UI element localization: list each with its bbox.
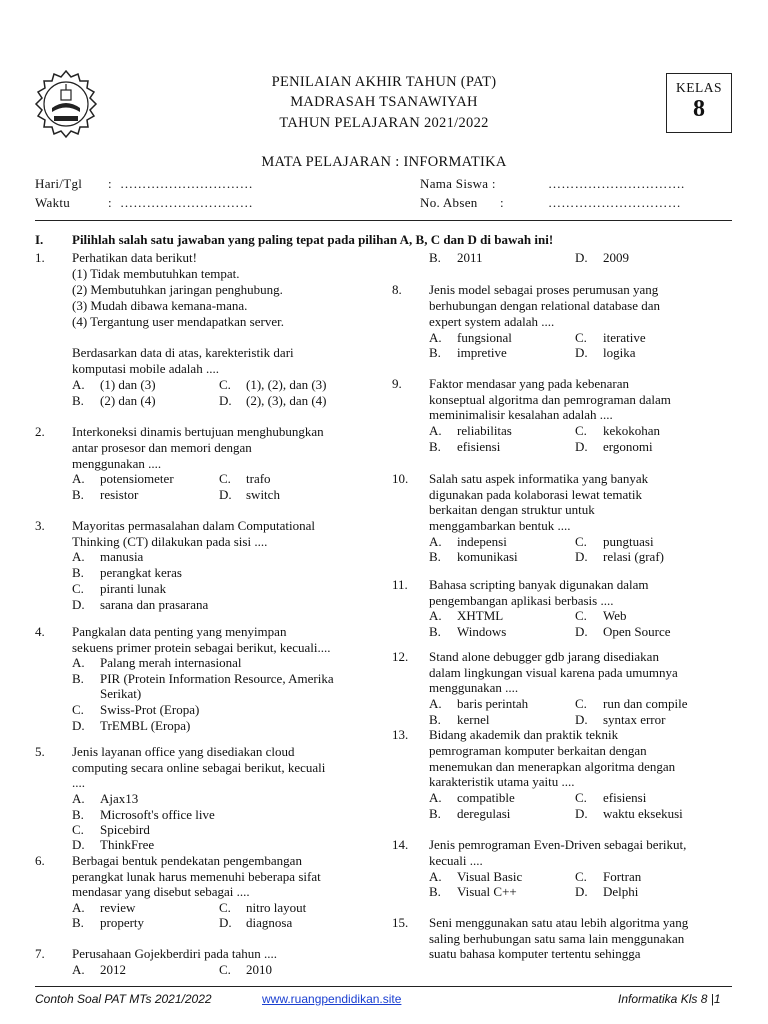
section-number: I. <box>35 232 44 247</box>
option-text: (1), (2), dan (3) <box>246 377 327 392</box>
question-text: mendasar yang disebut sebagai .... <box>72 884 250 899</box>
option-text: resistor <box>100 487 139 502</box>
option-text: baris perintah <box>457 696 529 711</box>
option-text: manusia <box>100 549 144 564</box>
option-text: 2011 <box>457 250 483 265</box>
option-letter: D. <box>575 884 588 899</box>
option-text: logika <box>603 345 636 360</box>
header-divider <box>35 220 732 221</box>
question-text: antar prosesor dan memori dengan <box>72 440 252 455</box>
option-text: perangkat keras <box>100 565 182 580</box>
option-letter: D. <box>219 915 232 930</box>
option-letter: A. <box>429 330 442 345</box>
option-letter: B. <box>429 549 441 564</box>
question-text: Perhatikan data berikut! <box>72 250 197 265</box>
question-text: Jenis pemrograman Even-Driven sebagai berikut, <box>429 837 687 852</box>
option-letter: A. <box>72 900 85 915</box>
option-text: diagnosa <box>246 915 293 930</box>
option-text: nitro layout <box>246 900 307 915</box>
question-number: 8. <box>392 282 402 297</box>
option-letter: C. <box>72 822 84 837</box>
question-text: menggunakan .... <box>72 456 162 471</box>
option-letter: C. <box>575 696 587 711</box>
question-text: Jenis model sebagai proses perumusan yang <box>429 282 659 297</box>
question-text: menemukan dan menerapkan algoritma dengan <box>429 759 676 774</box>
option-text: Visual Basic <box>457 869 523 884</box>
option-letter: C. <box>72 581 84 596</box>
option-text: sarana dan prasarana <box>100 597 209 612</box>
question-number: 7. <box>35 946 45 961</box>
question-text: Perusahaan Gojekberdiri pada tahun .... <box>72 946 278 961</box>
kelas-box <box>666 73 732 133</box>
option-letter: D. <box>575 624 588 639</box>
question-text: berkaitan dengan struktur untuk <box>429 502 595 517</box>
question-text: Bahasa scripting banyak digunakan dalam <box>429 577 649 592</box>
option-text: Palang merah internasional <box>100 655 242 670</box>
nama-dots: …………………………. <box>548 176 685 191</box>
question-text: kecuali .... <box>429 853 483 868</box>
option-letter: C. <box>219 962 231 977</box>
option-text: Serikat) <box>100 686 142 701</box>
option-letter: D. <box>219 487 232 502</box>
option-letter: C. <box>219 471 231 486</box>
footer-left: Contoh Soal PAT MTs 2021/2022 <box>35 992 212 1006</box>
option-text: efisiensi <box>603 790 647 805</box>
option-text: TrEMBL (Eropa) <box>100 718 191 733</box>
footer-link[interactable]: www.ruangpendidikan.site <box>262 992 402 1006</box>
subject-line: MATA PELAJARAN : INFORMATIKA <box>261 154 507 170</box>
option-letter: B. <box>429 250 441 265</box>
hari-dots: ………………………… <box>120 176 253 191</box>
question-text: komputasi mobile adalah .... <box>72 361 219 376</box>
option-text: trafo <box>246 471 271 486</box>
option-letter: A. <box>429 534 442 549</box>
option-letter: D. <box>575 345 588 360</box>
option-text: deregulasi <box>457 806 511 821</box>
kelas-value: 8 <box>693 96 705 122</box>
option-text: (2), (3), dan (4) <box>246 393 327 408</box>
waktu-colon: : <box>108 195 112 210</box>
option-letter: C. <box>72 702 84 717</box>
option-text: Spicebird <box>100 822 150 837</box>
option-letter: B. <box>72 565 84 580</box>
option-text: switch <box>246 487 280 502</box>
question-number: 6. <box>35 853 45 868</box>
footer-divider <box>35 986 732 987</box>
absen-label: No. Absen <box>420 195 478 210</box>
option-letter: C. <box>575 330 587 345</box>
option-letter: C. <box>575 423 587 438</box>
option-letter: C. <box>219 377 231 392</box>
header-school: MADRASAH TSANAWIYAH <box>290 94 478 110</box>
question-text: berhubungan dengan relational database dan <box>429 298 661 313</box>
option-text: ThinkFree <box>100 837 155 852</box>
absen-dots: ………………………… <box>548 195 681 210</box>
option-text: impretive <box>457 345 507 360</box>
hari-label: Hari/Tgl <box>35 176 83 191</box>
footer-right: Informatika Kls 8 |1 <box>618 992 721 1006</box>
option-letter: A. <box>72 962 85 977</box>
question-number: 2. <box>35 424 45 439</box>
option-text: relasi (graf) <box>603 549 664 564</box>
option-text: waktu eksekusi <box>603 806 683 821</box>
question-text: (4) Tergantung user mendapatkan server. <box>72 314 284 329</box>
question-number: 14. <box>392 837 409 852</box>
option-text: 2009 <box>603 250 629 265</box>
option-text: property <box>100 915 145 930</box>
option-text: reliabilitas <box>457 423 512 438</box>
option-text: Visual C++ <box>457 884 517 899</box>
option-text: Windows <box>457 624 507 639</box>
option-text: indepensi <box>457 534 507 549</box>
question-text: Salah satu aspek informatika yang banyak <box>429 471 649 486</box>
option-text: komunikasi <box>457 549 518 564</box>
option-text: syntax error <box>603 712 666 727</box>
question-text: Thinking (CT) dilakukan pada sisi .... <box>72 534 268 549</box>
question-text: saling berhubungan satu sama lain menggunakan <box>429 931 685 946</box>
option-letter: C. <box>219 900 231 915</box>
question-text: Berbagai bentuk pendekatan pengembangan <box>72 853 302 868</box>
option-text: Web <box>603 608 627 623</box>
question-text: Jenis layanan office yang disediakan cloud <box>72 744 295 759</box>
question-text: computing secara online sebagai berikut, kecuali <box>72 760 326 775</box>
question-text: pemrograman komputer berkaitan dengan <box>429 743 647 758</box>
option-letter: A. <box>72 471 85 486</box>
option-text: review <box>100 900 136 915</box>
option-letter: B. <box>429 712 441 727</box>
option-text: Ajax13 <box>100 791 139 806</box>
question-text: Pangkalan data penting yang menyimpan <box>72 624 287 639</box>
question-text: Mayoritas permasalahan dalam Computational <box>72 518 315 533</box>
question-text: perangkat lunak harus memenuhi beberapa sifat <box>72 869 321 884</box>
question-number: 5. <box>35 744 45 759</box>
option-text: Fortran <box>603 869 642 884</box>
question-text: expert system adalah .... <box>429 314 555 329</box>
question-number: 13. <box>392 727 409 742</box>
question-number: 4. <box>35 624 45 639</box>
header-year: TAHUN PELAJARAN 2021/2022 <box>279 115 489 131</box>
option-letter: A. <box>72 655 85 670</box>
option-text: (1) dan (3) <box>100 377 156 392</box>
option-letter: A. <box>72 377 85 392</box>
option-text: (2) dan (4) <box>100 393 156 408</box>
option-letter: D. <box>219 393 232 408</box>
header-title: PENILAIAN AKHIR TAHUN (PAT) <box>271 74 497 90</box>
option-text: 2012 <box>100 962 126 977</box>
option-letter: A. <box>429 423 442 438</box>
question-text: Stand alone debugger gdb jarang disediakan <box>429 649 659 664</box>
question-text: (2) Membutuhkan jaringan penghubung. <box>72 282 283 297</box>
option-letter: A. <box>429 869 442 884</box>
option-text: run dan compile <box>603 696 688 711</box>
question-text: menggunakan .... <box>429 680 519 695</box>
question-text: sekuens primer protein sebagai berikut, kecuali.... <box>72 640 331 655</box>
option-letter: C. <box>575 869 587 884</box>
question-text: konseptual algoritma dan pemrograman dalam <box>429 392 671 407</box>
option-text: Open Source <box>603 624 671 639</box>
option-text: PIR (Protein Information Resource, Amerika <box>100 671 334 686</box>
option-text: efisiensi <box>457 439 501 454</box>
section-instruction: Pilihlah salah satu jawaban yang paling tepat pada pilihan A, B, C dan D di bawah ini! <box>72 232 554 247</box>
option-text: potensiometer <box>100 471 174 486</box>
option-letter: D. <box>575 806 588 821</box>
absen-colon: : <box>500 195 504 210</box>
nama-label: Nama Siswa : <box>420 176 496 191</box>
hari-colon: : <box>108 176 112 191</box>
option-letter: D. <box>575 549 588 564</box>
question-number: 10. <box>392 471 409 486</box>
option-letter: B. <box>429 439 441 454</box>
waktu-dots: ………………………… <box>120 195 253 210</box>
option-letter: D. <box>72 597 85 612</box>
option-letter: D. <box>575 439 588 454</box>
option-letter: C. <box>575 608 587 623</box>
question-text: menggambarkan bentuk .... <box>429 518 571 533</box>
option-text: XHTML <box>457 608 504 623</box>
option-letter: A. <box>72 549 85 564</box>
option-letter: A. <box>429 790 442 805</box>
option-letter: B. <box>72 487 84 502</box>
question-text: .... <box>72 775 85 790</box>
question-text: pengembangan aplikasi berbasis .... <box>429 593 614 608</box>
option-letter: D. <box>72 837 85 852</box>
option-letter: A. <box>429 608 442 623</box>
option-text: ergonomi <box>603 439 653 454</box>
option-letter: B. <box>72 807 84 822</box>
option-letter: C. <box>575 534 587 549</box>
question-text: suatu bahasa komputer tertentu sehingga <box>429 946 641 961</box>
question-text: Seni menggunakan satu atau lebih algoritma yang <box>429 915 689 930</box>
question-text: (1) Tidak membutuhkan tempat. <box>72 266 240 281</box>
option-text: iterative <box>603 330 646 345</box>
option-letter: B. <box>429 884 441 899</box>
kelas-label: KELAS <box>676 80 722 95</box>
option-letter: B. <box>429 345 441 360</box>
question-text: Bidang akademik dan praktik teknik <box>429 727 619 742</box>
option-letter: B. <box>72 671 84 686</box>
question-text: (3) Mudah dibawa kemana-mana. <box>72 298 248 313</box>
option-text: fungsional <box>457 330 512 345</box>
question-number: 15. <box>392 915 409 930</box>
option-text: Microsoft's office live <box>100 807 215 822</box>
question-text: Faktor mendasar yang pada kebenaran <box>429 376 629 391</box>
question-number: 11. <box>392 577 408 592</box>
option-letter: C. <box>575 790 587 805</box>
option-letter: D. <box>575 712 588 727</box>
option-text: Swiss-Prot (Eropa) <box>100 702 200 717</box>
question-text: meminimalisir kesalahan adalah .... <box>429 407 613 422</box>
question-text: digunakan pada kolaborasi lewat tematik <box>429 487 642 502</box>
option-text: Delphi <box>603 884 639 899</box>
question-number: 9. <box>392 376 402 391</box>
option-letter: A. <box>72 791 85 806</box>
option-letter: A. <box>429 696 442 711</box>
option-letter: B. <box>429 624 441 639</box>
option-letter: B. <box>429 806 441 821</box>
option-letter: B. <box>72 393 84 408</box>
question-number: 12. <box>392 649 409 664</box>
question-text: Interkoneksi dinamis bertujuan menghubungkan <box>72 424 324 439</box>
option-text: kekokohan <box>603 423 661 438</box>
question-text: karakteristik utama yaitu .... <box>429 774 575 789</box>
option-text: pungtuasi <box>603 534 654 549</box>
option-letter: D. <box>575 250 588 265</box>
question-number: 1. <box>35 250 45 265</box>
question-text: dalam lingkungan visual karena pada umumnya <box>429 665 678 680</box>
question-number: 3. <box>35 518 45 533</box>
waktu-label: Waktu <box>35 195 71 210</box>
option-text: compatible <box>457 790 515 805</box>
option-letter: B. <box>72 915 84 930</box>
option-letter: D. <box>72 718 85 733</box>
option-text: piranti lunak <box>100 581 167 596</box>
option-text: 2010 <box>246 962 272 977</box>
question-text: Berdasarkan data di atas, karekteristik dari <box>72 345 294 360</box>
option-text: kernel <box>457 712 490 727</box>
